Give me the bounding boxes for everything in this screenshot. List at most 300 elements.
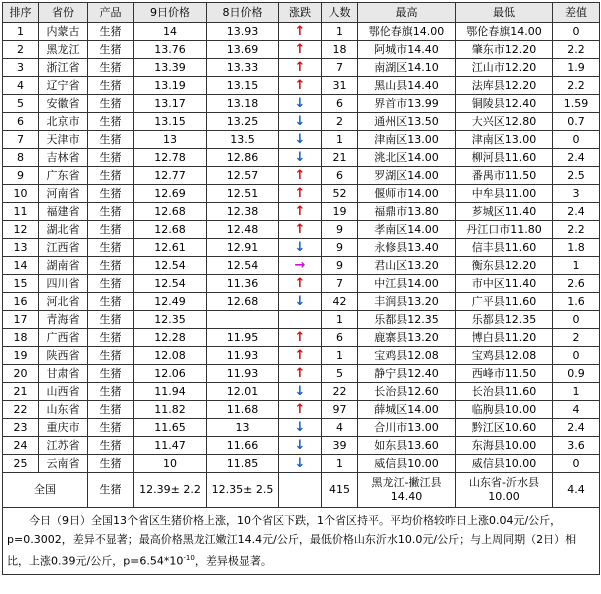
province-cell: 福建省 [39,203,88,221]
trend-cell [279,347,322,365]
max-cell: 洮北区14.00 [358,149,456,167]
max-cell: 孝南区14.00 [358,221,456,239]
trend-cell [279,329,322,347]
min-cell: 大兴区12.80 [456,113,553,131]
diff-cell: 2.4 [553,149,600,167]
summary-max: 黑龙江-撇江县 14.40 [358,473,456,508]
product-cell: 生猪 [88,383,134,401]
header-province: 省份 [39,3,88,23]
max-cell: 薛城区14.00 [358,401,456,419]
trend-down-icon: ↓ [294,384,306,399]
trend-cell [279,131,322,149]
trend-cell [279,239,322,257]
rank-cell: 19 [3,347,39,365]
header-min: 最低 [456,3,553,23]
max-cell: 福鼎市13.80 [358,203,456,221]
trend-cell [279,401,322,419]
province-cell: 山东省 [39,401,88,419]
price8-cell: 12.01 [207,383,279,401]
rank-cell: 10 [3,185,39,203]
product-cell: 生猪 [88,239,134,257]
product-cell: 生猪 [88,221,134,239]
count-cell: 2 [322,113,358,131]
price9-cell: 12.08 [134,347,207,365]
province-cell: 黑龙江 [39,41,88,59]
product-cell: 生猪 [88,347,134,365]
note-main: 今日（9日）全国13个省区生猪价格上涨，10个省区下跌，1个省区持平。平均价格较昨日上涨0.04元/公斤，p=0.3002，差异不显著；最高价格黑龙江嫩江14.4元/公斤，最低价格山东沂水10.0元/公斤；与上周同期（2日）相比，上涨0.39元/公斤，p=6.54*10 [7,514,577,568]
price8-cell: 11.66 [207,437,279,455]
rank-cell: 14 [3,257,39,275]
trend-up-icon: ↑ [294,402,306,417]
rank-cell: 17 [3,311,39,329]
trend-cell [279,455,322,473]
diff-cell: 0.7 [553,113,600,131]
product-cell: 生猪 [88,41,134,59]
table-row [3,113,600,131]
diff-cell: 1.59 [553,95,600,113]
rank-cell: 24 [3,437,39,455]
price9-cell: 13.15 [134,113,207,131]
count-cell: 21 [322,149,358,167]
header-diff: 差值 [553,3,600,23]
min-cell: 市中区11.40 [456,275,553,293]
price8-cell: 11.93 [207,347,279,365]
header-price9: 9日价格 [134,3,207,23]
note-row [3,508,600,575]
rank-cell: 12 [3,221,39,239]
price8-cell: 11.68 [207,401,279,419]
province-cell: 天津市 [39,131,88,149]
header-rank: 排序 [3,3,39,23]
min-cell: 柳河县11.60 [456,149,553,167]
price8-cell: 13.5 [207,131,279,149]
diff-cell: 2 [553,329,600,347]
rank-cell: 4 [3,77,39,95]
max-cell: 合川市13.00 [358,419,456,437]
price9-cell: 12.54 [134,257,207,275]
trend-cell [279,293,322,311]
min-cell: 临朐县10.00 [456,401,553,419]
price8-cell: 12.68 [207,293,279,311]
min-cell: 博白县11.20 [456,329,553,347]
province-cell: 广西省 [39,329,88,347]
min-cell: 肇东市12.20 [456,41,553,59]
product-cell: 生猪 [88,149,134,167]
province-cell: 河南省 [39,185,88,203]
note-exponent: -10 [183,554,195,562]
rank-cell: 1 [3,23,39,41]
table-row [3,311,600,329]
diff-cell: 1.6 [553,293,600,311]
max-cell: 鄂伦春旗14.00 [358,23,456,41]
diff-cell: 2.5 [553,167,600,185]
rank-cell: 8 [3,149,39,167]
province-cell: 浙江省 [39,59,88,77]
price9-cell: 13.17 [134,95,207,113]
price9-cell: 11.94 [134,383,207,401]
trend-down-icon: ↓ [294,150,306,165]
product-cell: 生猪 [88,131,134,149]
table-row [3,239,600,257]
min-cell: 宝鸡县12.08 [456,347,553,365]
trend-up-icon: ↑ [294,168,306,183]
count-cell: 6 [322,95,358,113]
price9-cell: 12.78 [134,149,207,167]
min-cell: 丹江口市11.80 [456,221,553,239]
count-cell: 19 [322,203,358,221]
note-tail: ，差异极显著。 [194,554,272,568]
header-row [3,3,600,23]
product-cell: 生猪 [88,95,134,113]
trend-up-icon: ↑ [294,366,306,381]
count-cell: 6 [322,329,358,347]
price9-cell: 12.28 [134,329,207,347]
header-trend: 涨跌 [279,3,322,23]
product-cell: 生猪 [88,257,134,275]
max-cell: 宝鸡县12.08 [358,347,456,365]
diff-cell: 3 [553,185,600,203]
price9-cell: 12.68 [134,203,207,221]
product-cell: 生猪 [88,203,134,221]
diff-cell: 2.2 [553,221,600,239]
product-cell: 生猪 [88,275,134,293]
price9-cell: 13.39 [134,59,207,77]
rank-cell: 18 [3,329,39,347]
min-cell: 威信县10.00 [456,455,553,473]
table-row [3,293,600,311]
price8-cell: 13.69 [207,41,279,59]
rank-cell: 25 [3,455,39,473]
trend-cell [279,419,322,437]
min-cell: 铜陵县12.40 [456,95,553,113]
table-row [3,329,600,347]
max-cell: 界首市13.99 [358,95,456,113]
province-cell: 甘肃省 [39,365,88,383]
trend-cell [279,23,322,41]
min-cell: 西峰市11.50 [456,365,553,383]
count-cell: 39 [322,437,358,455]
count-cell: 6 [322,167,358,185]
price9-cell: 13.19 [134,77,207,95]
province-cell: 陕西省 [39,347,88,365]
table-row [3,347,600,365]
rank-cell: 22 [3,401,39,419]
rank-cell: 3 [3,59,39,77]
table-row [3,257,600,275]
max-cell: 如东县13.60 [358,437,456,455]
rank-cell: 5 [3,95,39,113]
diff-cell: 4 [553,401,600,419]
min-cell: 广平县11.60 [456,293,553,311]
max-cell: 永修县13.40 [358,239,456,257]
max-cell: 偃师市14.00 [358,185,456,203]
province-cell: 云南省 [39,455,88,473]
product-cell: 生猪 [88,113,134,131]
province-cell: 湖北省 [39,221,88,239]
table-row [3,437,600,455]
price8-cell: 12.54 [207,257,279,275]
max-cell: 长治县12.60 [358,383,456,401]
count-cell: 97 [322,401,358,419]
price9-cell: 12.06 [134,365,207,383]
trend-cell [279,95,322,113]
price9-cell: 12.61 [134,239,207,257]
trend-down-icon: ↓ [294,114,306,129]
diff-cell: 2.6 [553,275,600,293]
min-cell: 鄂伦春旗14.00 [456,23,553,41]
trend-cell [279,167,322,185]
summary-product: 生猪 [88,473,134,508]
count-cell: 7 [322,275,358,293]
product-cell: 生猪 [88,365,134,383]
min-cell: 津南区13.00 [456,131,553,149]
table-row [3,77,600,95]
count-cell: 9 [322,221,358,239]
province-cell: 江西省 [39,239,88,257]
trend-cell [279,185,322,203]
price8-cell: 12.38 [207,203,279,221]
price8-cell: 11.85 [207,455,279,473]
diff-cell: 2.4 [553,419,600,437]
trend-up-icon: ↑ [294,42,306,57]
table-row [3,95,600,113]
max-cell: 鹿寨县13.20 [358,329,456,347]
trend-cell [279,221,322,239]
count-cell: 4 [322,419,358,437]
max-cell: 通州区13.50 [358,113,456,131]
summary-diff: 4.4 [553,473,600,508]
trend-cell [279,383,322,401]
min-cell: 乐都县12.35 [456,311,553,329]
price8-cell: 13.33 [207,59,279,77]
trend-up-icon: ↑ [294,78,306,93]
max-cell: 罗湖区14.00 [358,167,456,185]
product-cell: 生猪 [88,401,134,419]
province-cell: 江苏省 [39,437,88,455]
price9-cell: 12.35 [134,311,207,329]
count-cell: 1 [322,131,358,149]
rank-cell: 11 [3,203,39,221]
trend-down-icon: ↓ [294,456,306,471]
price9-cell: 13.76 [134,41,207,59]
province-cell: 四川省 [39,275,88,293]
product-cell: 生猪 [88,437,134,455]
province-cell: 安徽省 [39,95,88,113]
trend-up-icon: ↑ [294,222,306,237]
max-cell: 津南区13.00 [358,131,456,149]
province-cell: 河北省 [39,293,88,311]
price8-cell: 11.95 [207,329,279,347]
diff-cell: 1.9 [553,59,600,77]
max-cell: 乐都县12.35 [358,311,456,329]
province-cell: 青海省 [39,311,88,329]
min-cell: 番禺市11.50 [456,167,553,185]
rank-cell: 23 [3,419,39,437]
rank-cell: 13 [3,239,39,257]
min-cell: 芗城区11.40 [456,203,553,221]
summary-trend [279,473,322,508]
trend-cell [279,203,322,221]
summary-price8: 12.35± 2.5 [207,473,279,508]
province-cell: 湖南省 [39,257,88,275]
rank-cell: 16 [3,293,39,311]
summary-min: 山东省-沂水县 10.00 [456,473,553,508]
price9-cell: 11.65 [134,419,207,437]
min-cell: 黔江区10.60 [456,419,553,437]
trend-cell [279,275,322,293]
trend-cell [279,437,322,455]
count-cell: 9 [322,239,358,257]
rank-cell: 9 [3,167,39,185]
table-row [3,167,600,185]
trend-down-icon: ↓ [294,240,306,255]
count-cell: 5 [322,365,358,383]
price8-cell: 11.93 [207,365,279,383]
table-row [3,221,600,239]
header-product: 产品 [88,3,134,23]
max-cell: 南湖区14.10 [358,59,456,77]
min-cell: 信丰县11.60 [456,239,553,257]
table-row [3,203,600,221]
table-row [3,59,600,77]
trend-up-icon: ↑ [294,330,306,345]
min-cell: 长治县11.60 [456,383,553,401]
diff-cell: 1 [553,257,600,275]
table-row [3,149,600,167]
province-cell: 北京市 [39,113,88,131]
diff-cell: 0 [553,131,600,149]
table-row [3,455,600,473]
count-cell: 9 [322,257,358,275]
diff-cell: 2.2 [553,41,600,59]
table-row [3,275,600,293]
price9-cell: 11.47 [134,437,207,455]
price8-cell: 12.51 [207,185,279,203]
trend-cell [279,257,322,275]
count-cell: 1 [322,347,358,365]
trend-down-icon: ↓ [294,294,306,309]
price8-cell: 13.25 [207,113,279,131]
count-cell: 1 [322,23,358,41]
trend-up-icon: ↑ [294,60,306,75]
max-cell: 黑山县14.40 [358,77,456,95]
trend-down-icon: ↓ [294,438,306,453]
price9-cell: 12.77 [134,167,207,185]
diff-cell: 2.2 [553,77,600,95]
max-cell: 威信县10.00 [358,455,456,473]
diff-cell: 0.9 [553,365,600,383]
price8-cell: 13.93 [207,23,279,41]
product-cell: 生猪 [88,77,134,95]
product-cell: 生猪 [88,293,134,311]
count-cell: 52 [322,185,358,203]
price9-cell: 13 [134,131,207,149]
price8-cell: 12.86 [207,149,279,167]
table-row [3,401,600,419]
price8-cell: 13.18 [207,95,279,113]
min-cell: 衡东县12.20 [456,257,553,275]
diff-cell: 0 [553,455,600,473]
province-cell: 辽宁省 [39,77,88,95]
diff-cell: 3.6 [553,437,600,455]
count-cell: 22 [322,383,358,401]
price8-cell: 12.91 [207,239,279,257]
trend-up-icon: ↑ [294,348,306,363]
trend-cell [279,41,322,59]
max-cell: 中江县14.00 [358,275,456,293]
diff-cell: 0 [553,23,600,41]
product-cell: 生猪 [88,311,134,329]
price-report [2,2,599,575]
price9-cell: 12.68 [134,221,207,239]
rank-cell: 15 [3,275,39,293]
rank-cell: 6 [3,113,39,131]
count-cell: 7 [322,59,358,77]
trend-cell [279,77,322,95]
diff-cell: 1.8 [553,239,600,257]
header-count: 人数 [322,3,358,23]
product-cell: 生猪 [88,329,134,347]
price9-cell: 10 [134,455,207,473]
price8-cell: 13 [207,419,279,437]
count-cell: 42 [322,293,358,311]
min-cell: 中牟县11.00 [456,185,553,203]
trend-down-icon: ↓ [294,96,306,111]
diff-cell: 2.4 [553,203,600,221]
summary-price9: 12.39± 2.2 [134,473,207,508]
diff-cell: 0 [553,311,600,329]
province-cell: 内蒙古 [39,23,88,41]
header-price8: 8日价格 [207,3,279,23]
product-cell: 生猪 [88,419,134,437]
price8-cell [207,311,279,329]
max-cell: 君山区13.20 [358,257,456,275]
table-row [3,23,600,41]
table-row [3,185,600,203]
table-row [3,365,600,383]
product-cell: 生猪 [88,185,134,203]
price9-cell: 12.49 [134,293,207,311]
count-cell: 18 [322,41,358,59]
table-row [3,41,600,59]
max-cell: 静宁县12.40 [358,365,456,383]
price9-cell: 14 [134,23,207,41]
rank-cell: 20 [3,365,39,383]
price8-cell: 12.48 [207,221,279,239]
trend-cell [279,365,322,383]
summary-label: 全国 [3,473,88,508]
count-cell: 1 [322,311,358,329]
table-row [3,383,600,401]
summary-row [3,473,600,508]
price8-cell: 13.15 [207,77,279,95]
trend-up-icon: ↑ [294,276,306,291]
trend-down-icon: ↓ [294,420,306,435]
price9-cell: 11.82 [134,401,207,419]
trend-cell [279,113,322,131]
count-cell: 31 [322,77,358,95]
price9-cell: 12.69 [134,185,207,203]
summary-count: 415 [322,473,358,508]
price8-cell: 11.36 [207,275,279,293]
trend-up-icon: ↑ [294,204,306,219]
diff-cell: 0 [553,347,600,365]
min-cell: 法库县12.20 [456,77,553,95]
count-cell: 1 [322,455,358,473]
max-cell: 丰润县13.20 [358,293,456,311]
trend-up-icon: ↑ [294,24,306,39]
trend-down-icon: ↓ [294,132,306,147]
